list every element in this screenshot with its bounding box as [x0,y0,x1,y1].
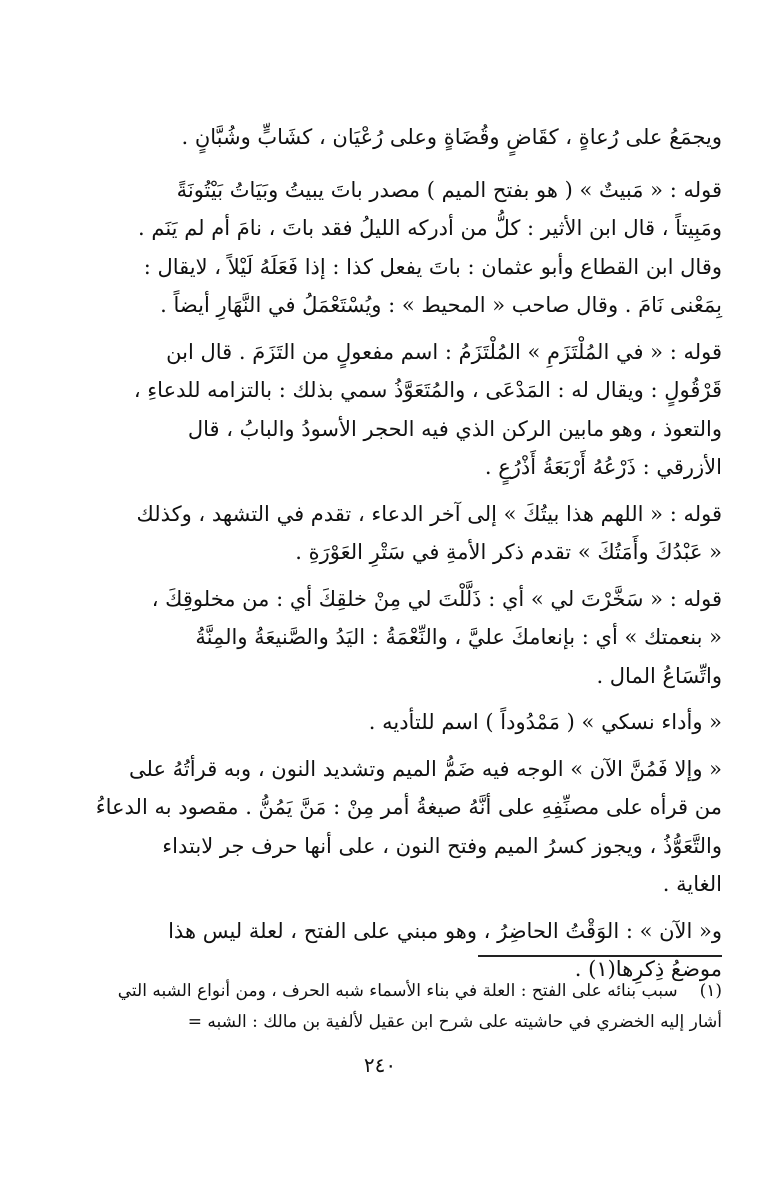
text-line: واتِّسَاعُ المال . [596,663,722,688]
paragraph [58,580,722,696]
footnote-divider [478,955,722,957]
text-line: وقال ابن القطاع وأبو عثمان : باتَ يفعل كذا : إذا فَعَلَهُ لَيْلاً ، لايقال : [143,254,722,279]
text-line: قوله : « سَخَّرْتَ لي » أي : ذَلَّلْتَ لي مِنْ خلقِكَ أي : من مخلوقِكَ ، [151,586,722,611]
text-line: بِمَعْنى نَامَ . وقال صاحب « المحيط » : ويُسْتَعْمَلُ في النَّهَارِ أيضاً . [160,293,722,317]
page-number: ٢٤٠ [363,1053,397,1077]
text-line: « عَبْدُكَ وأَمَتُكَ » تقدم ذكر الأمةِ في سَتْرِ العَوْرَةِ . [295,540,722,564]
text-line: « بنعمتك » أي : بإنعامكَ عليَّ ، والنِّعْمَةُ : اليَدُ والصَّنيعَةُ والمِنَّةُ [195,625,722,649]
paragraph [58,118,722,157]
text-line: الغاية . [662,872,722,896]
paragraph [58,750,722,904]
text-line: قوله : « في المُلْتَزَمِ » المُلْتَزَمُ : اسم مفعولٍ من التَزَمَ . قال ابن [166,339,722,364]
text-line: « وإلا فَمُنَّ الآن » الوجه فيه ضَمُّ الميم وتشديد النون ، وبه قرأتُهُ على [129,756,722,781]
footnote [58,976,722,1038]
text-line: قَرْقُولٍ : ويقال له : المَدْعَى ، والمُتَعَوَّذُ سمي بذلك : بالتزامه للدعاءِ ، [133,378,722,402]
text-line: موضعُ ذِكرِها(١) . [574,957,722,981]
text-line: « وأداء نسكي » ( مَمْدُوداً ) اسم للتأديه . [368,710,722,734]
text-line: والتعوذ ، وهو مابين الركن الذي فيه الحجر الأسودُ والبابُ ، قال [187,416,722,441]
paragraph [58,495,722,572]
text-line: قوله : « اللهم هذا بيتُكَ » إلى آخر الدعاء ، تقدم في التشهد ، وكذلك [136,501,722,526]
page-body [58,118,722,989]
footnote-line [58,976,722,1007]
text-line: و« الآن » : الوَقْتُ الحاضِرُ ، وهو مبني على الفتح ، لعلة ليس هذا [168,918,722,943]
text-line: ومَبِيتاً ، قال ابن الأثير : كلُّ من أدركه الليلُ فقد باتَ ، نامَ أم لم يَنَم . [138,216,722,240]
text-line: والتَّعَوُّذُ ، ويجوز كسرُ الميم وفتح النون ، على أنها حرف جر لابتداء [162,833,722,858]
footnote-text: سبب بنائه على الفتح : العلة في بناء الأسماء شبه الحرف ، ومن أنواع الشبه التي [117,981,678,1001]
text-line: الأزرقي : ذَرْعُهُ أَرْبَعَةُ أَذْرُعٍ . [484,455,722,479]
paragraph [58,703,722,742]
footnote-marker: (١) [699,981,722,1001]
paragraph [58,333,722,487]
text-line: من قرأه على مصنِّفِهِ على أنَّهُ صيغةُ أمر مِنْ : مَنَّ يَمُنُّ . مقصود به الدعاءُ [95,795,722,819]
paragraph [58,171,722,325]
footnote-text: أشار إليه الخضري في حاشيته على شرح ابن عقيل لألفية بن مالك : الشبه = [187,1012,722,1032]
text-line: ويجمَعُ على رُعاةٍ ، كقَاضٍ وقُضَاةٍ وعلى رُعْيَان ، كشَابٍّ وشُبَّانٍ . [181,125,722,149]
text-line: قوله : « مَبيتٌ » ( هو بفتح الميم ) مصدر باتَ يبيتُ وبَيَاتُ بَيْتُونَةً [176,177,722,202]
